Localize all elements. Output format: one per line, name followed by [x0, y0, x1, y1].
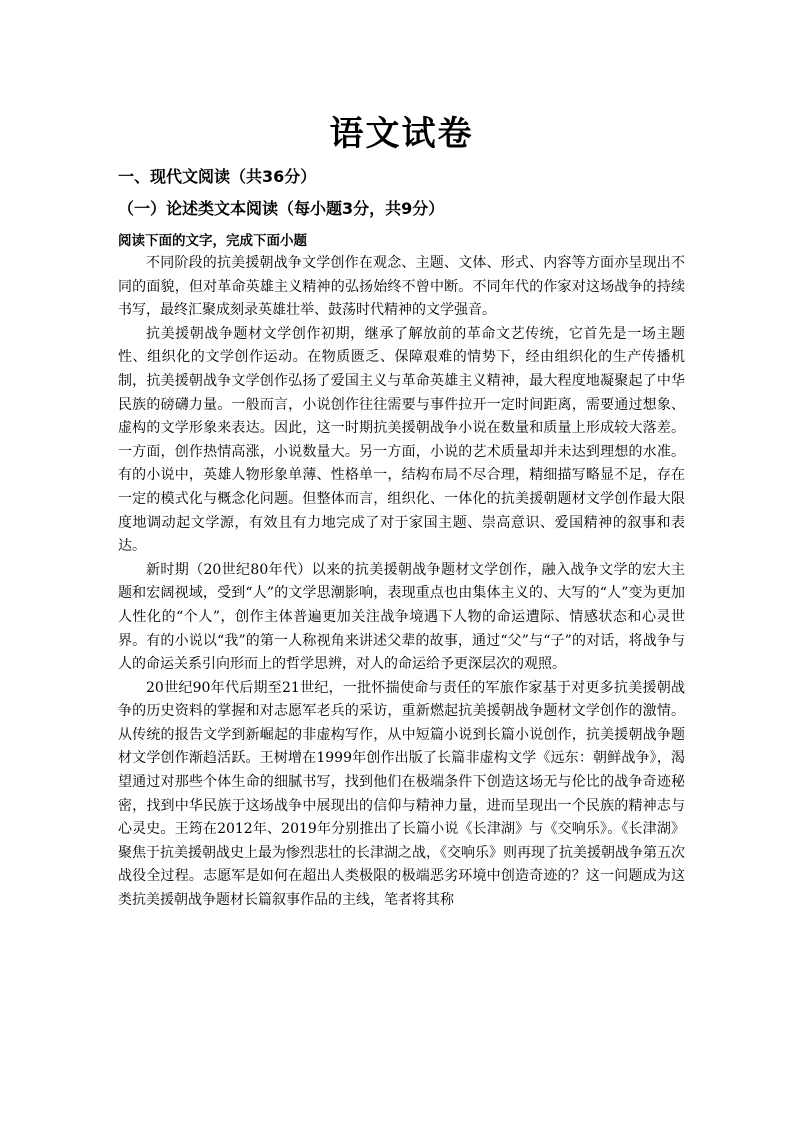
passage-paragraph-2: 抗美援朝战争题材文学创作初期，继承了解放前的革命文艺传统，它首先是一场主题性、组织化的文学创作运动。在物质匮乏、保障艰难的情势下，经由组织化的生产传播机制，抗美援朝战争文学创作弘扬了爱国主义与革命英雄主义精神，最大程度地凝聚起了中华民族的磅礴力量。一般而言，小说创作往往需要与事件拉开一定时间距离，需要通过想象、虚构的文学形象来表达。因此，这一时期抗美援朝战争小说在数量和质量上形成较大落差。一方面，创作热情高涨，小说数量大。另一方面，小说的艺术质量却并未达到理想的水准。有的小说中，英雄人物形象单薄、性格单一，结构布局不尽合理，精细描写略显不足，存在一定的模式化与概念化问题。但整体而言，组织化、一体化的抗美援朝题材文学创作最大限度地调动起文学源，有效且有力地完成了对于家国主题、崇高意识、爱国精神的叙事和表达。 [118, 325, 685, 555]
section-heading: 一、现代文阅读（共36分） [118, 167, 317, 186]
passage-paragraph-3: 新时期（20世纪80年代）以来的抗美援朝战争题材文学创作，融入战争文学的宏大主题和宏阔视域，受到“人”的文学思潮影响，表现重点也由集体主义的、大写的“人”变为更加人性化的“个人”，创作主体普遍更加关注战争境遇下人物的命运遭际、情感状态和心灵世界。有的小说以“我”的第一人称视角来讲述父辈的故事，通过“父”与“子”的对话，将战争与人的命运关系引向形而上的哲学思辨，对人的命运给予更深层次的观照。 [118, 561, 685, 673]
reading-instruction: 阅读下面的文字，完成下面小题 [118, 233, 307, 249]
subsection-heading: （一）论述类文本阅读（每小题3分，共9分） [118, 199, 445, 218]
passage-paragraph-4: 20世纪90年代后期至21世纪，一批怀揣使命与责任的军旅作家基于对更多抗美援朝战争的历史资料的掌握和对志愿军老兵的采访，重新燃起抗美援朝战争题材文学创作的激情。从传统的报告文学到新崛起的非虚构写作，从中短篇小说到长篇小说创作，抗美援朝战争题材文学创作渐趋活跃。王树增在1999年创作出版了长篇非虚构文学《远东：朝鲜战争》，渴望通过对那些个体生命的细腻书写，找到他们在极端条件下创造这场无与伦比的战争奇迹秘密，找到中华民族于这场战争中展现出的信仰与精神力量，进而呈现出一个民族的精神志与心灵史。王筠在2012年、2019年分别推出了长篇小说《长津湖》与《交响乐》。《长津湖》聚焦于抗美援朝战史上最为惨烈悲壮的长津湖之战，《交响乐》则再现了抗美援朝战争第五次战役全过程。志愿军是如何在超出人类极限的极端恶劣环境中创造奇迹的？这一问题成为这类抗美援朝战争题材长篇叙事作品的主线，笔者将其称 [118, 679, 685, 909]
passage-paragraph-1: 不同阶段的抗美援朝战争文学创作在观念、主题、文体、形式、内容等方面亦呈现出不同的面貌，但对革命英雄主义精神的弘扬始终不曾中断。不同年代的作家对这场战争的持续书写，最终汇聚成刻录英雄壮举、鼓荡时代精神的文学强音。 [118, 255, 685, 319]
reading-passage [118, 252, 685, 913]
page-title: 语文试卷 [329, 114, 474, 154]
